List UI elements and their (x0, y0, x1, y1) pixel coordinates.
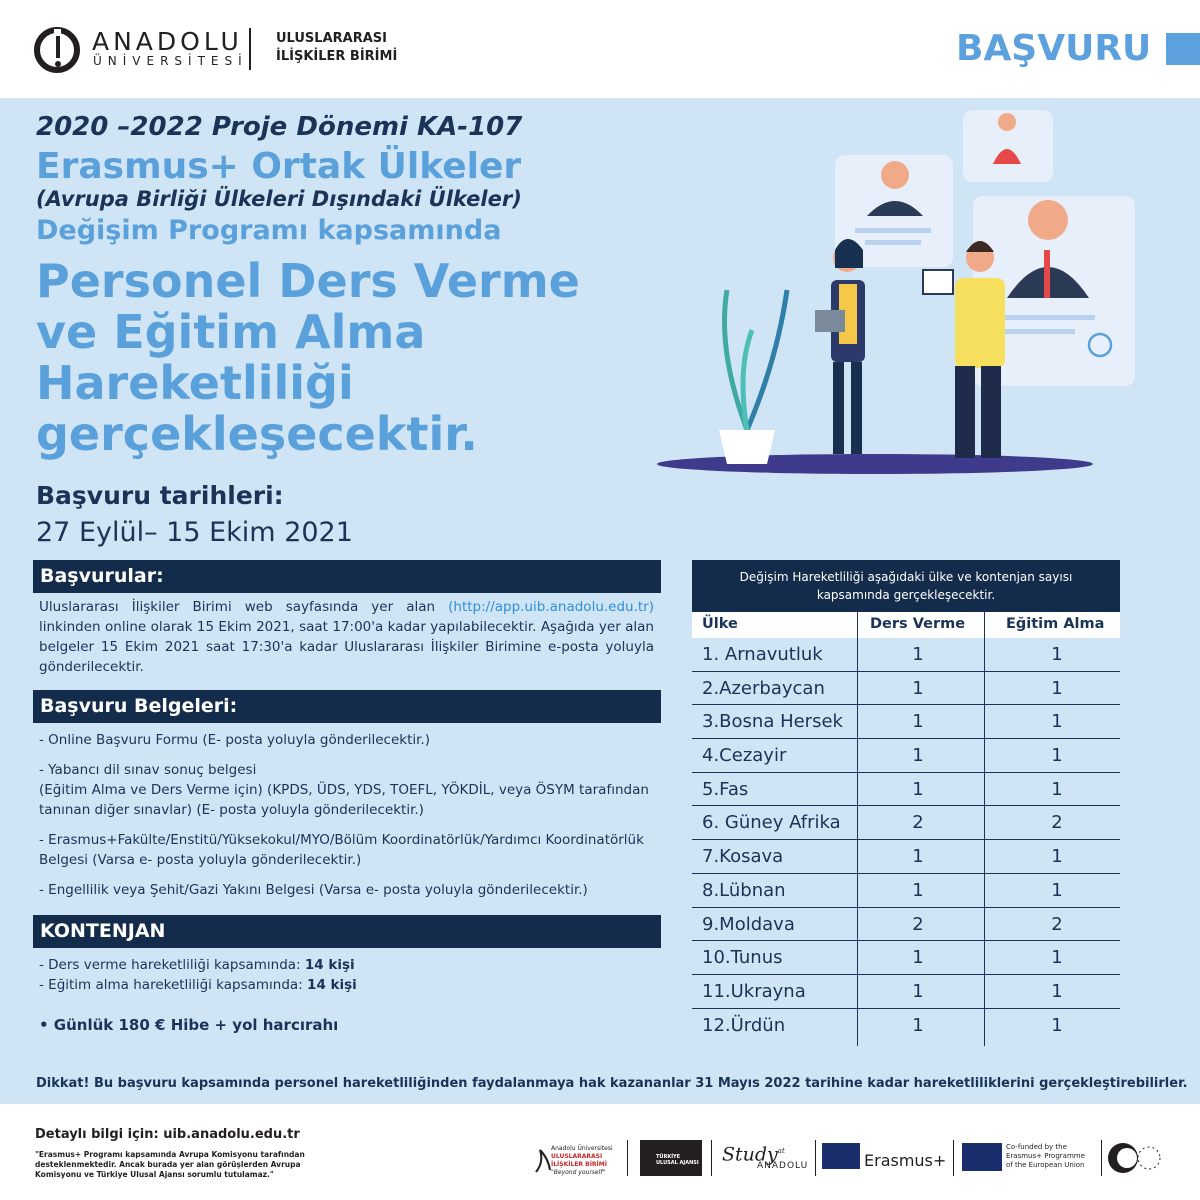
table-row (692, 874, 1120, 908)
cell-training: 1 (1051, 879, 1063, 901)
cell-teaching: 2 (912, 812, 924, 834)
cell-training: 2 (1051, 812, 1063, 834)
uib-line-1: Anadolu Üniversitesi (551, 1145, 613, 1152)
cell-training: 2 (1051, 913, 1063, 935)
cell-teaching: 1 (912, 846, 924, 868)
study-at-anadolu-name: ANADOLU (757, 1161, 809, 1171)
table-caption: Değişim Hareketliliği aşağıdaki ülke ve kontenjan sayısı kapsamında gerçekleşecektir. (692, 560, 1120, 612)
deadline-warning: Dikkat! Bu başvuru kapsamında personel hareketliliğinden faydalanmaya hak kazananlar 31 Mayıs 2022 tarihine kadar hareketliliklerini gerçekleştirebilirler. (36, 1076, 1188, 1091)
disclaimer: "Erasmus+ Programı kapsamında Avrupa Komisyonu tarafından desteklenmektedir. Ancak burada yer alan görüşlerden Avrupa Komisyonu ve Türkiye Ulusal Ajansı sorumlu tutulamaz." (35, 1150, 305, 1179)
study-at-at: at (777, 1147, 785, 1155)
badge-accent-bar (1166, 33, 1200, 65)
header-divider (249, 28, 251, 70)
table-row (692, 806, 1120, 840)
erasmus-plus-logo: Erasmus+ (864, 1151, 947, 1170)
table-row (692, 1009, 1120, 1043)
logo-name: ANADOLU (92, 27, 243, 56)
cell-training: 1 (1051, 846, 1063, 868)
cell-training: 1 (1051, 677, 1063, 699)
cell-teaching: 1 (912, 980, 924, 1002)
cell-teaching: 2 (912, 913, 924, 935)
document-item: - Online Başvuru Formu (E- posta yoluyla gönderilecektir.) (39, 732, 430, 748)
cell-country: 6. Güney Afrika (702, 812, 841, 834)
presidency-logo-icon (1105, 1140, 1165, 1176)
table-row (692, 975, 1120, 1009)
document-item-2-title: - Yabancı dil sınav sonuç belgesi (39, 762, 257, 778)
cell-teaching: 1 (912, 711, 924, 733)
unit-line-1: ULUSLARARASI (276, 31, 387, 46)
quota-line-2-value: 14 kişi (307, 977, 357, 993)
headline (36, 256, 656, 460)
partner-divider (711, 1140, 712, 1176)
program-note: (Avrupa Birliği Ülkeleri Dışındaki Ülkeler) (36, 187, 522, 211)
cofunded-line-1: Co-funded by the (1006, 1143, 1067, 1151)
cell-country: 11.Ukrayna (702, 980, 806, 1002)
cell-country: 8.Lübnan (702, 879, 786, 901)
eu-flag-icon (822, 1143, 860, 1169)
quota-line-2-text: - Eğitim alma hareketliliği kapsamında: (39, 977, 308, 993)
logo-subtitle: ÜNİVERSİTESİ (93, 54, 248, 68)
study-at-study: Study (722, 1143, 778, 1166)
cell-teaching: 1 (912, 1014, 924, 1036)
table-divider (857, 612, 858, 1046)
cell-country: 12.Ürdün (702, 1014, 786, 1036)
cell-training: 1 (1051, 1014, 1063, 1036)
quota-line-1-text: - Ders verme hareketliliği kapsamında: (39, 957, 305, 973)
table-header-row (692, 612, 1120, 638)
table-row (692, 840, 1120, 874)
cell-training: 1 (1051, 711, 1063, 733)
cell-country: 1. Arnavutluk (702, 644, 823, 665)
headline-line-2: ve Eğitim Alma (36, 305, 426, 359)
applications-text-1: Uluslararası İlişkiler Birimi web sayfasında yer alan (39, 599, 449, 615)
cell-teaching: 1 (912, 778, 924, 800)
documents-heading: Başvuru Belgeleri: (33, 690, 661, 723)
country-table-body (692, 638, 1120, 1042)
cell-country: 5.Fas (702, 778, 749, 800)
application-portal-link[interactable]: (http://app.uib.anadolu.edu.tr) (448, 599, 654, 615)
uib-line-2: ULUSLARARASI İLİŞKİLER BİRİMİ (551, 1153, 607, 1168)
uib-line-3: "Beyond yourself" (551, 1169, 606, 1176)
program-scope: Değişim Programı kapsamında (36, 215, 502, 246)
cell-training: 1 (1051, 778, 1063, 800)
unit-line-2: İLİŞKİLER BİRİMİ (276, 49, 398, 64)
quota-line-1 (39, 955, 355, 975)
project-period: 2020 –2022 Proje Dönemi KA-107 (36, 112, 523, 142)
recruitment-illustration (655, 100, 1155, 480)
dates-value: 27 Eylül– 15 Ekim 2021 (36, 517, 353, 548)
cell-country: 10.Tunus (702, 947, 783, 969)
cell-teaching: 1 (912, 745, 924, 767)
partner-divider (627, 1140, 628, 1176)
eu-flag-icon (962, 1143, 1002, 1171)
applications-text-2: linkinden online olarak 15 Ekim 2021, saat 17:00'a kadar yapılabilecektir. Aşağıda yer alan belgeler 15 Ekim 2021 saat 17:30'a kadar Uluslararası İlişkiler Birimine e-posta yoluyla gönderilecektir. (39, 619, 654, 675)
cell-training: 1 (1051, 980, 1063, 1002)
document-item: - Erasmus+Fakülte/Enstitü/Yüksekokul/MYO/Bölüm Koordinatörlük/Yardımcı Koordinatörlük Belgesi (Varsa e- posta yoluyla gönderilecektir.) (39, 832, 644, 868)
cell-training: 1 (1051, 745, 1063, 767)
cofunded-line-3: of the European Union (1006, 1161, 1085, 1169)
cell-country: 2.Azerbaycan (702, 677, 825, 699)
table-row (692, 739, 1120, 773)
headline-line-4: gerçekleşecektir. (36, 407, 478, 461)
cell-teaching: 1 (912, 879, 924, 901)
partner-divider (1101, 1140, 1102, 1176)
cell-training: 1 (1051, 947, 1063, 969)
info-link[interactable]: Detaylı bilgi için: uib.anadolu.edu.tr (35, 1127, 300, 1142)
cell-country: 9.Moldava (702, 913, 795, 935)
quota-line-2 (39, 975, 357, 995)
applications-text (39, 597, 654, 677)
cell-teaching: 1 (912, 677, 924, 699)
table-row (692, 908, 1120, 942)
headline-line-1: Personel Ders Verme (36, 254, 580, 308)
cell-country: 4.Cezayir (702, 745, 787, 767)
uib-partner-text (551, 1145, 615, 1177)
cell-country: 7.Kosava (702, 846, 784, 868)
table-row (692, 773, 1120, 807)
column-header-teaching: Ders Verme (870, 616, 966, 632)
anadolu-logo-icon (33, 26, 85, 74)
cofunded-text (1006, 1143, 1098, 1170)
grant-info: • Günlük 180 € Hibe + yol harcırahı (39, 1016, 339, 1034)
table-divider (984, 612, 985, 1046)
applications-heading: Başvurular: (33, 560, 661, 593)
header (0, 0, 1200, 98)
partner-divider (815, 1140, 816, 1176)
dates-label: Başvuru tarihleri: (36, 481, 284, 510)
partner-divider (953, 1140, 954, 1176)
quota-heading: KONTENJAN (33, 915, 661, 948)
cell-teaching: 1 (912, 947, 924, 969)
quota-line-1-value: 14 kişi (304, 957, 355, 973)
unit-name (276, 30, 416, 66)
documents-list (39, 730, 654, 910)
document-item: - Engellilik veya Şehit/Gazi Yakını Belgesi (Varsa e- posta yoluyla gönderilecektir.) (39, 882, 588, 898)
turkish-national-agency-logo: TÜRKİYE ULUSAL AJANSI (640, 1140, 702, 1176)
column-header-country: Ülke (702, 616, 738, 632)
basvuru-badge: BAŞVURU (956, 28, 1152, 69)
cell-teaching: 1 (912, 644, 924, 665)
table-row (692, 941, 1120, 975)
table-row (692, 705, 1120, 739)
cell-country: 3.Bosna Hersek (702, 711, 843, 733)
program-title: Erasmus+ Ortak Ülkeler (36, 146, 522, 187)
cofunded-line-2: Erasmus+ Programme (1006, 1152, 1085, 1160)
cell-training: 1 (1051, 644, 1063, 665)
table-row (692, 638, 1120, 672)
document-item-2-detail: (Eğitim Alma ve Ders Verme için) (KPDS, ÜDS, YDS, TOEFL, YÖKDİL, veya ÖSYM tarafından tanınan diğer sınavlar) (E- posta yoluyla gönderilecektir.) (39, 782, 649, 818)
table-row (692, 672, 1120, 706)
headline-line-3: Hareketliliği (36, 356, 354, 410)
document-item (39, 760, 654, 820)
column-header-training: Eğitim Alma (1006, 616, 1105, 632)
